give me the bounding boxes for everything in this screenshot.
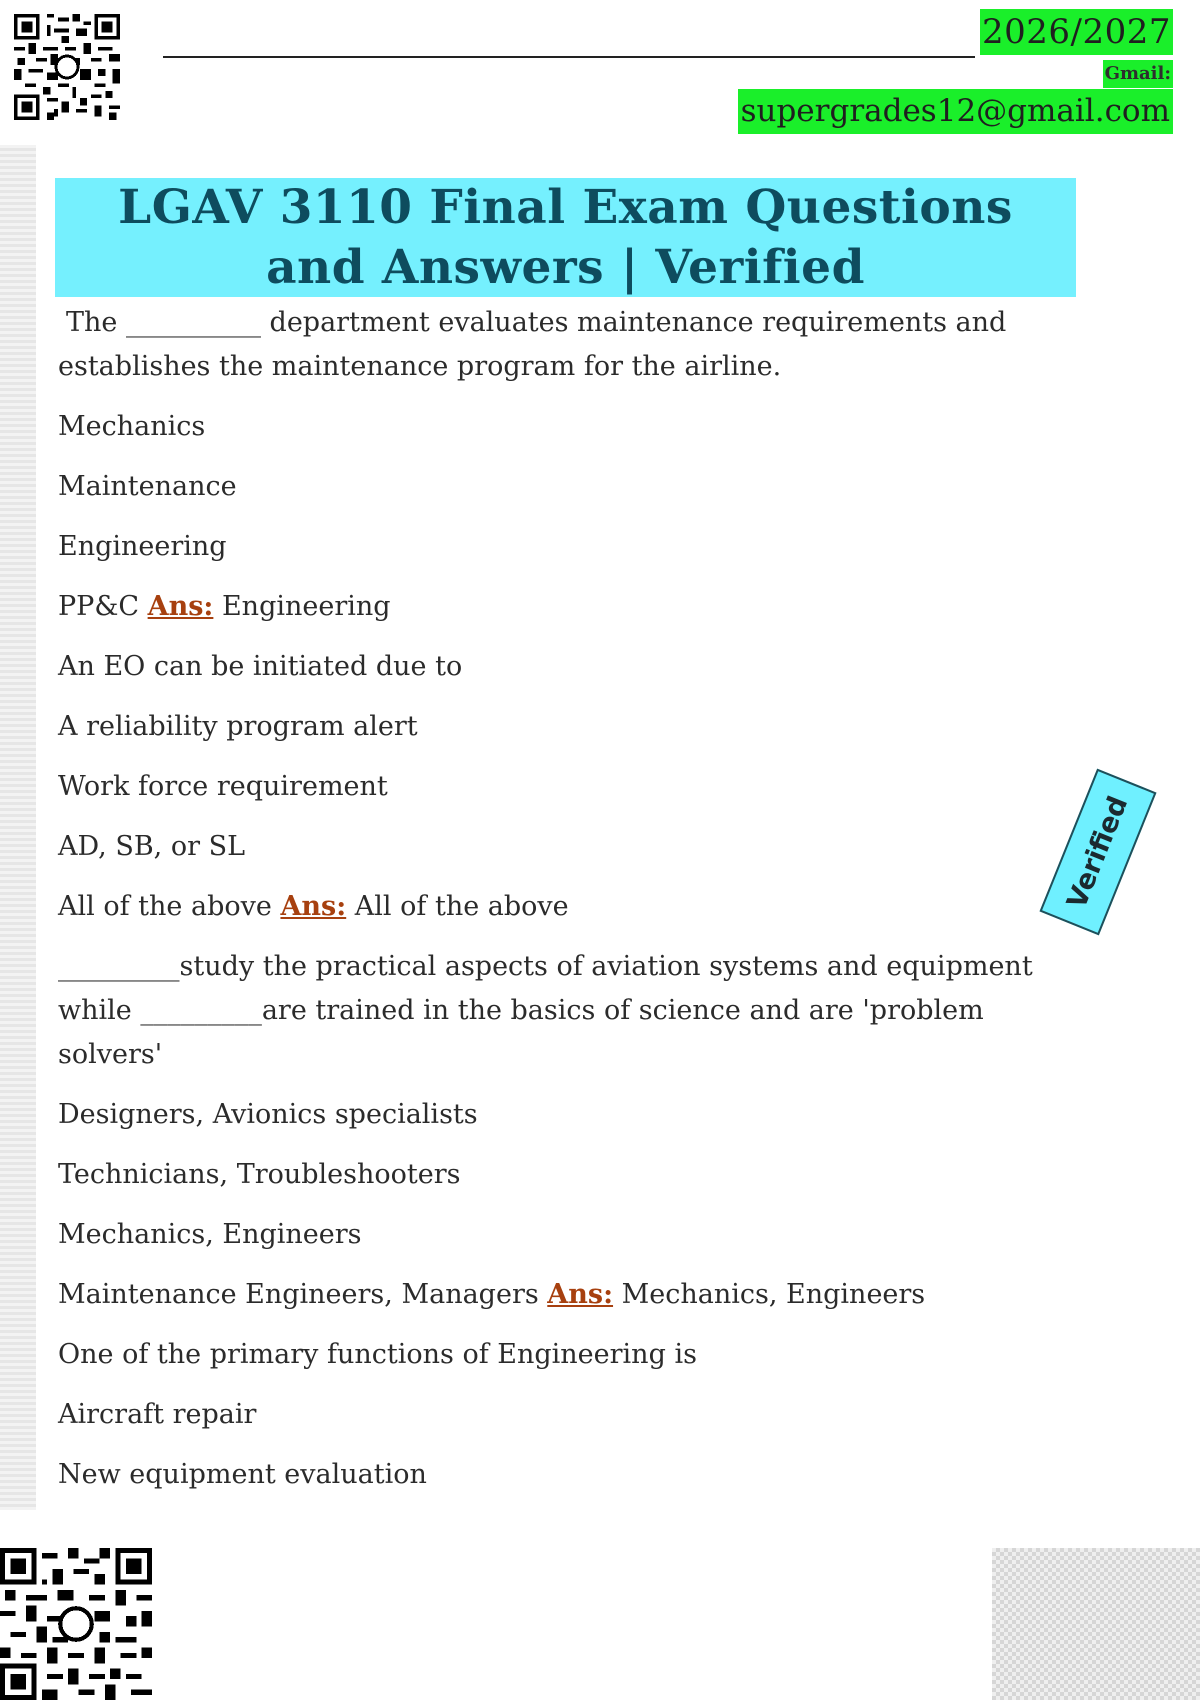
left-decorative-strip: [0, 145, 36, 1510]
title-line-2: and Answers | Verified: [266, 239, 865, 295]
q2-option-1: A reliability program alert: [58, 711, 418, 742]
checker-pattern: [992, 1548, 1200, 1700]
q3-answer: Mechanics, Engineers: [621, 1279, 926, 1310]
q1-option-4-with-answer: [58, 585, 1068, 629]
q3-option-2: Technicians, Troubleshooters: [58, 1159, 461, 1190]
q2-option-4: All of the above: [58, 891, 272, 922]
q3-option-1: Designers, Avionics specialists: [58, 1099, 478, 1130]
question-4: One of the primary functions of Engineering is: [58, 1339, 697, 1370]
q2-option-4-with-answer: [58, 885, 1068, 929]
q1-answer: Engineering: [221, 591, 391, 622]
q2-option-2: Work force requirement: [58, 771, 388, 802]
page-title: [118, 178, 1013, 298]
q1-option-2: Maintenance: [58, 471, 237, 502]
answer-label: Ans:: [547, 1279, 614, 1310]
q1-option-4: PP&C: [58, 591, 140, 622]
answer-label: Ans:: [147, 591, 214, 622]
q1-option-3: Engineering: [58, 531, 227, 562]
question-list: [58, 301, 1068, 1513]
q4-option-2: New equipment evaluation: [58, 1459, 427, 1490]
gmail-label: Gmail:: [1103, 60, 1173, 88]
year-badge: 2026/2027: [980, 9, 1173, 55]
q4-option-1: Aircraft repair: [58, 1399, 257, 1430]
q2-answer: All of the above: [354, 891, 569, 922]
verified-stamp-label: Verified: [1061, 791, 1135, 913]
question-3: _________study the practical aspects of aviation systems and equipment while _________are trained in the basics of science and are 'problem solvers': [58, 951, 1033, 1070]
header-rule: [163, 56, 975, 58]
answer-label: Ans:: [280, 891, 347, 922]
qr-code-icon: [0, 1548, 152, 1700]
question-2: An EO can be initiated due to: [58, 651, 463, 682]
q3-option-3: Mechanics, Engineers: [58, 1219, 362, 1250]
question-1: The __________ department evaluates maintenance requirements and establishes the maintenance program for the airline.: [58, 307, 1007, 382]
q1-option-1: Mechanics: [58, 411, 206, 442]
title-line-1: LGAV 3110 Final Exam Questions: [118, 179, 1013, 235]
email-address[interactable]: supergrades12@gmail.com: [738, 89, 1173, 134]
q3-option-4-with-answer: [58, 1273, 1068, 1317]
q2-option-3: AD, SB, or SL: [58, 831, 246, 862]
title-banner: [55, 178, 1076, 297]
qr-code-icon: [14, 14, 120, 120]
q3-option-4: Maintenance Engineers, Managers: [58, 1279, 539, 1310]
